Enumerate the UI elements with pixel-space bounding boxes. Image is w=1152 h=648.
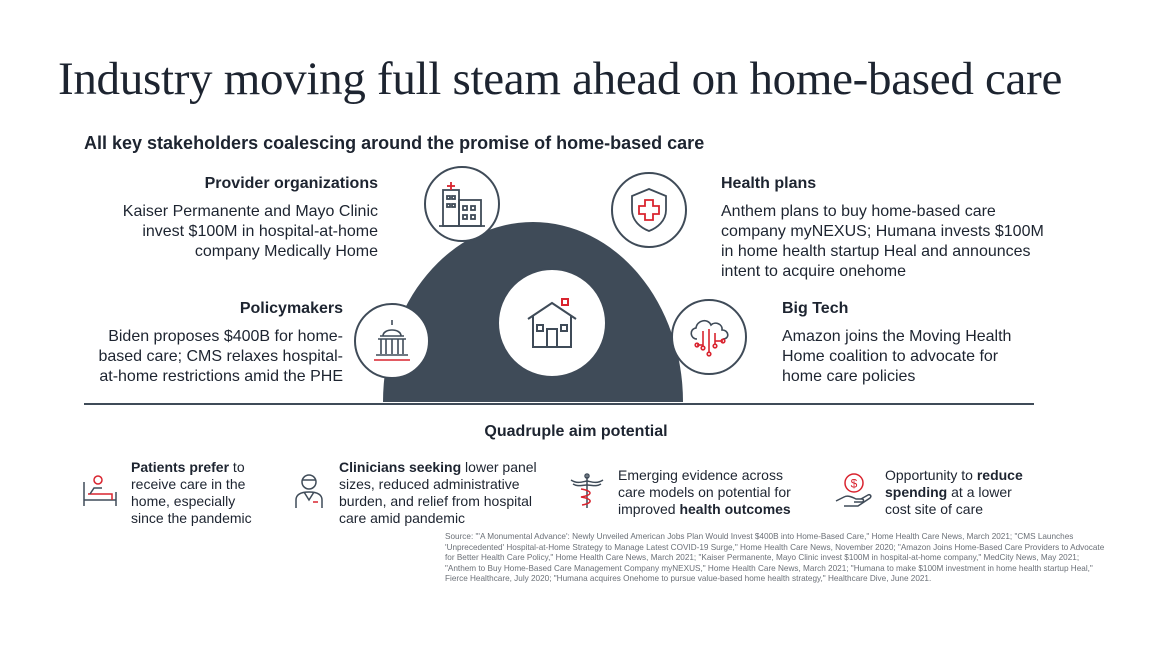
source-note: Source: "'A Monumental Advance': Newly Unveiled American Jobs Plan Would Invest $400B into Home-Based Care," Home Health Care News, March 2021; "CMS Launches 'Unprecedented' Hospital-at-Home Strategy to Manage Latest COVID-19 Surge," Home Health Care News, November 2020; "Amazon Joins Home-Based Care Providers to Advocate for Better Health Care Policy," Home Health Care News, March 2021; "Kaiser Permanente, Mayo Clinic invest $100M in hospital-at-home company," MedCity News, May 2021; "Anthem to Buy Home-Based Care Management Company myNEXUS," Home Health Care News, March 2021; "Humana to make $100M investment in home health startup Heal," Fierce Healthcare, July 2020; "Humana acquires Onehome to pursue value-based home health strategy," Healthcare Dive, June 2021. bbox=[445, 532, 1105, 584]
page-title: Industry moving full steam ahead on home-based care bbox=[58, 53, 1063, 105]
aim-spending: Opportunity to reduce spending at a lower cost site of care bbox=[885, 467, 1023, 517]
svg-text:$: $ bbox=[850, 476, 858, 491]
policymakers-heading: Policymakers bbox=[239, 300, 343, 317]
hospital-icon bbox=[424, 166, 500, 242]
clinician-icon bbox=[293, 472, 325, 515]
aim-clinicians: Clinicians seeking lower panel sizes, reduced administrative burden, and relief from hospital care amid pandemic bbox=[339, 459, 537, 526]
hand-dollar-icon bbox=[834, 471, 874, 514]
house-icon bbox=[497, 268, 607, 378]
page-subtitle: All key stakeholders coalescing around the promise of home-based care bbox=[84, 133, 705, 153]
health-plans-heading: Health plans bbox=[721, 175, 817, 192]
cloud-circuit-icon bbox=[671, 299, 747, 375]
big-tech-text: Amazon joins the Moving Health Home coalition to advocate for home care policies bbox=[782, 328, 1012, 385]
quadruple-aim-title: Quadruple aim potential bbox=[484, 423, 668, 440]
divider-line bbox=[84, 403, 1034, 405]
provider-heading: Provider organizations bbox=[204, 175, 378, 192]
provider-text: Kaiser Permanente and Mayo Clinic invest $100M in hospital-at-home company Medically Home bbox=[122, 203, 378, 260]
patient-bed-icon bbox=[82, 474, 118, 513]
policymakers-text: Biden proposes $400B for home- based care; CMS relaxes hospital- at-home restrictions amid the PHE bbox=[98, 328, 343, 385]
aim-outcomes: Emerging evidence across care models on potential for improved health outcomes bbox=[618, 467, 791, 517]
big-tech-heading: Big Tech bbox=[782, 300, 849, 317]
caduceus-icon bbox=[568, 472, 606, 515]
aim-patients: Patients prefer to receive care in the home, especially since the pandemic bbox=[131, 459, 252, 526]
capitol-icon bbox=[354, 303, 430, 379]
health-plans-text: Anthem plans to buy home-based care company myNEXUS; Humana invests $100M in home health startup Heal and announces intent to acquire onehome bbox=[721, 203, 1044, 280]
shield-cross-icon bbox=[611, 172, 687, 248]
